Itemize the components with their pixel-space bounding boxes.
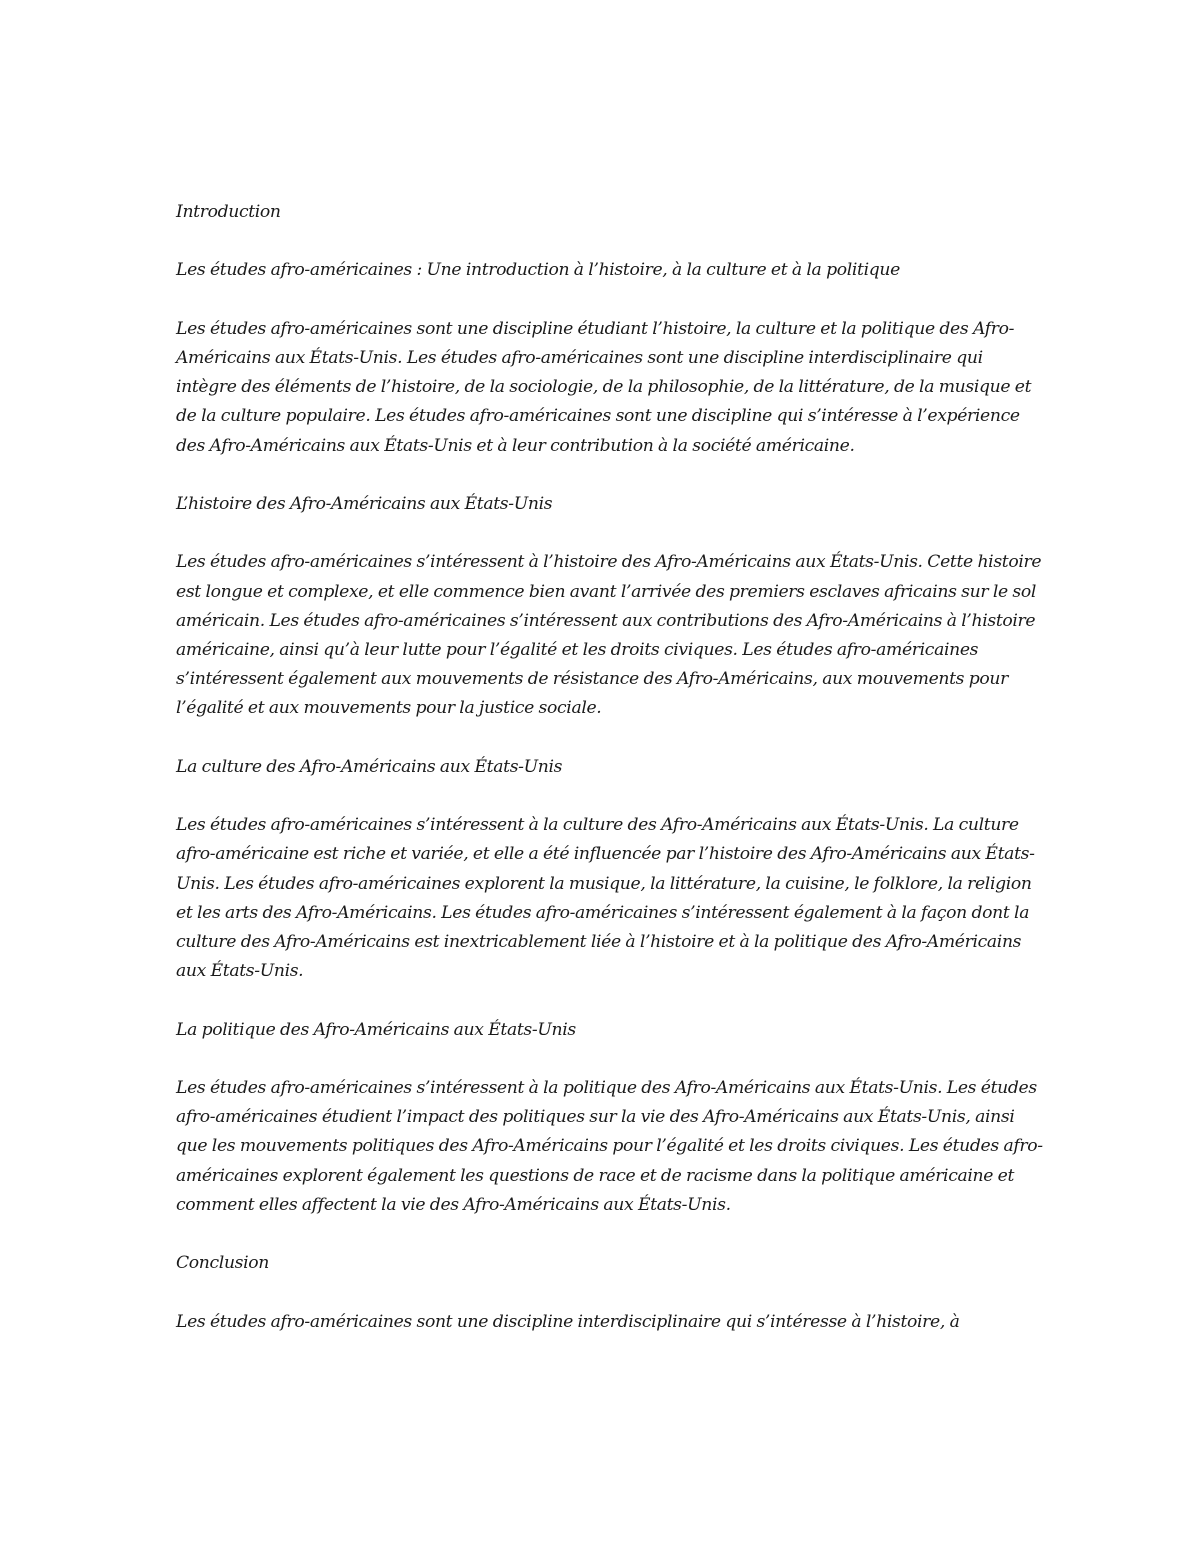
intro-paragraph: Les études afro-américaines sont une discipline étudiant l’histoire, la culture et la politique des Afro-Américains aux États-Unis. Les études afro-américaines sont une discipline interdisciplinaire qui intègre des éléments de l’histoire, de la sociologie, de la philosophie, de la littérature, de la musique et de la culture populaire. Les études afro-américaines sont une discipline qui s’intéresse à l’expérience des Afro-Américains aux États-Unis et à leur contribution à la société américaine.	[176, 318, 1032, 456]
conclusion-heading: Conclusion	[176, 1253, 269, 1274]
culture-heading: La culture des Afro-Américains aux États-Unis	[176, 756, 563, 777]
culture-paragraph: Les études afro-américaines s’intéressent à la culture des Afro-Américains aux États-Unis. La culture afro-américaine est riche et variée, et elle a été influencée par l’histoire des Afro-Américains aux États-Unis. Les études afro-américaines explorent la musique, la littérature, la cuisine, le folklore, la religion et les arts des Afro-Américains. Les études afro-américaines s’intéressent également à la façon dont la culture des Afro-Américains est inextricablement liée à l’histoire et à la politique des Afro-Américains aux États-Unis.	[176, 815, 1035, 982]
politics-heading: La politique des Afro-Américains aux États-Unis	[176, 1019, 576, 1040]
intro-heading: Introduction	[176, 202, 281, 222]
history-heading: L’histoire des Afro-Américains aux États-Unis	[176, 493, 553, 514]
document-body	[176, 198, 1046, 1366]
conclusion-paragraph: Les études afro-américaines sont une discipline interdisciplinaire qui s’intéresse à l’histoire, à	[176, 1311, 960, 1332]
document-title: Les études afro-américaines : Une introduction à l’histoire, à la culture et à la politique	[176, 260, 900, 281]
history-paragraph: Les études afro-américaines s’intéressent à l’histoire des Afro-Américains aux États-Unis. Cette histoire est longue et complexe, et elle commence bien avant l’arrivée des premiers esclaves africains sur le sol américain. Les études afro-américaines s’intéressent aux contributions des Afro-Américains à l’histoire américaine, ainsi qu’à leur lutte pour l’égalité et les droits civiques. Les études afro-américaines s’intéressent également aux mouvements de résistance des Afro-Américains, aux mouvements pour l’égalité et aux mouvements pour la justice sociale.	[176, 552, 1042, 719]
politics-paragraph: Les études afro-américaines s’intéressent à la politique des Afro-Américains aux États-Unis. Les études afro-américaines étudient l’impact des politiques sur la vie des Afro-Américains aux États-Unis, ainsi que les mouvements politiques des Afro-Américains pour l’égalité et les droits civiques. Les études afro-américaines explorent également les questions de race et de racisme dans la politique américaine et comment elles affectent la vie des Afro-Américains aux États-Unis.	[176, 1077, 1043, 1215]
